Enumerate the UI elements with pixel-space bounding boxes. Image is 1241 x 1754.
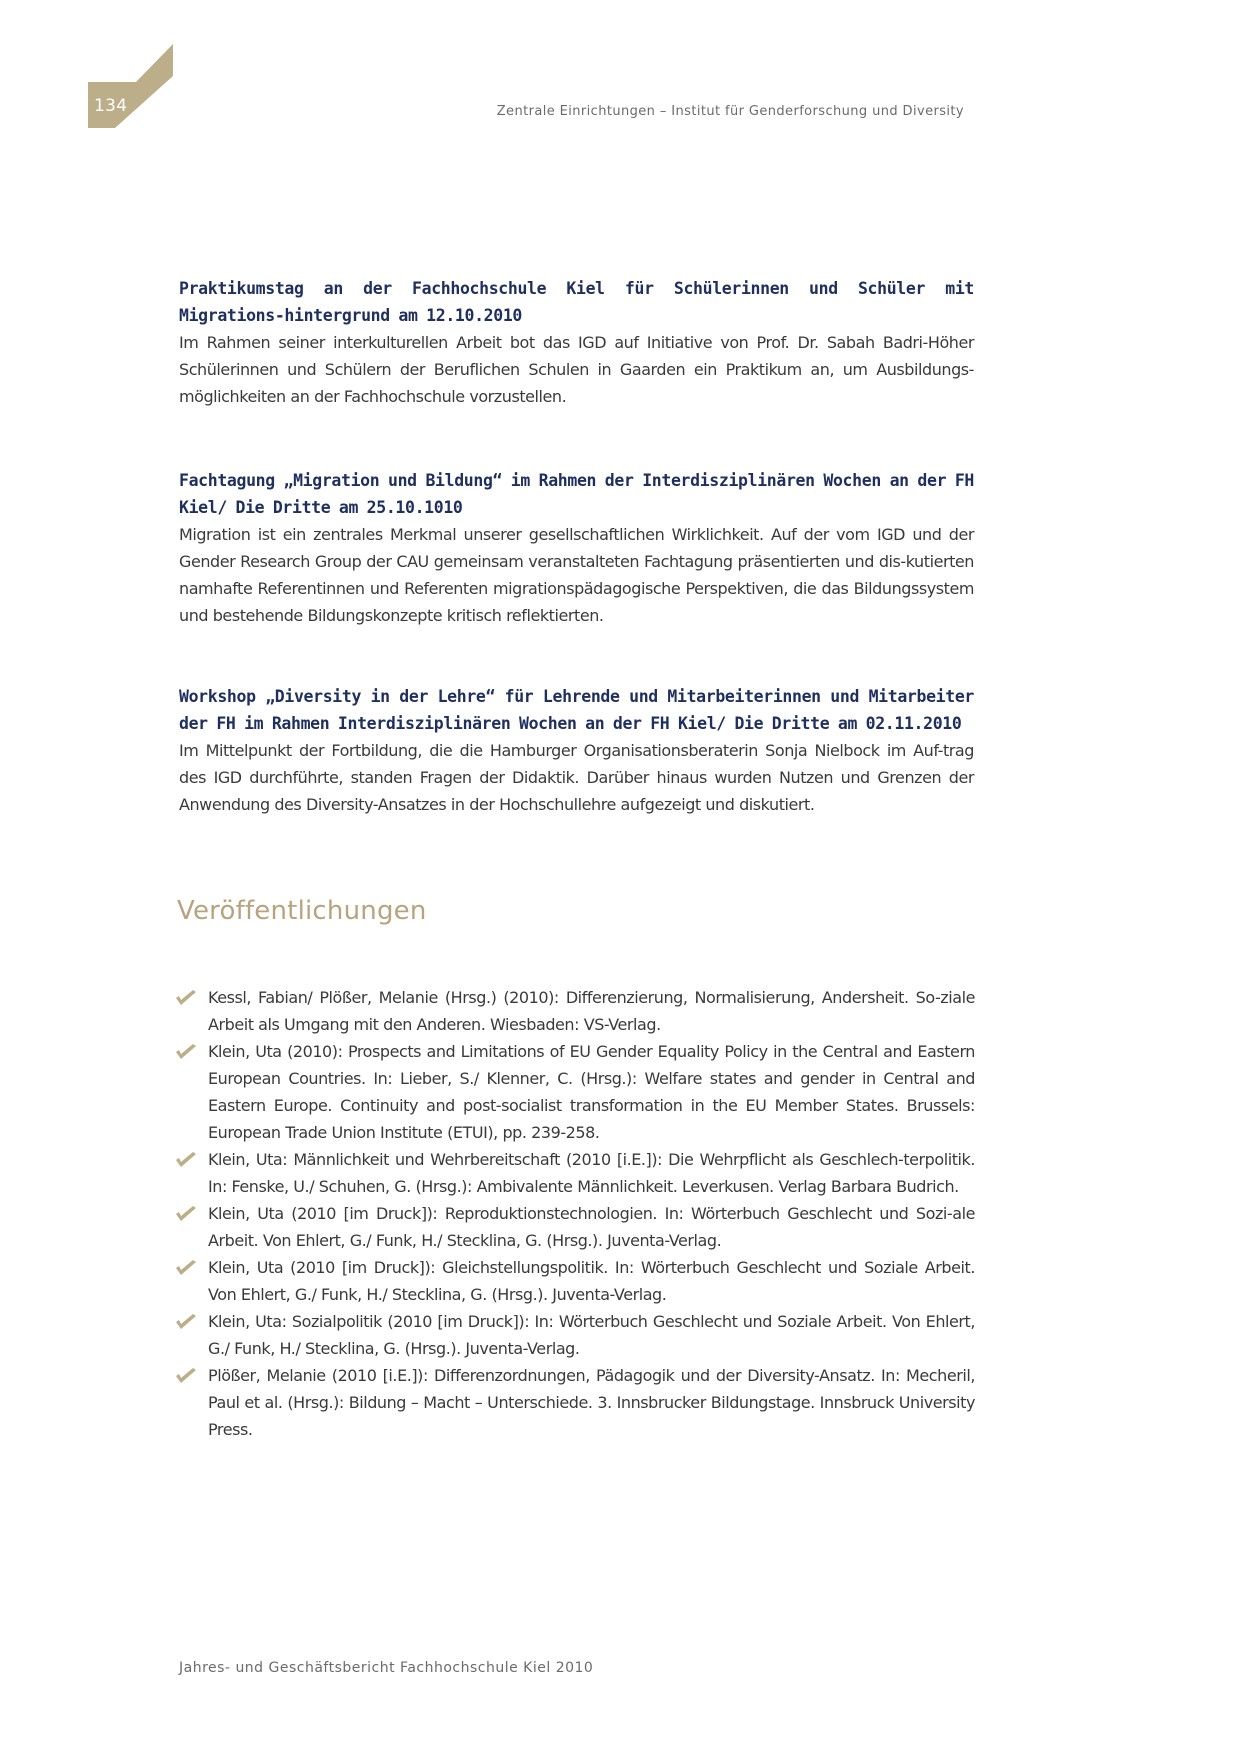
running-header: Zentrale Einrichtungen – Institut für Genderforschung und Diversity (496, 104, 964, 119)
publication-text: Klein, Uta: Männlichkeit und Wehrbereitschaft (2010 [i.E.]): Die Wehrpflicht als Geschlech-terpolitik. In: Fenske, U./ Schuhen, G. (Hrsg.): Ambivalente Männlichkeit. Leverkusen. Verlag Barbara Budrich. (208, 1150, 975, 1196)
publication-text: Klein, Uta (2010): Prospects and Limitations of EU Gender Equality Policy in the Central and Eastern European Countries. In: Lieber, S./ Klenner, C. (Hrsg.): Welfare states and gender in Central and Eastern Europe. Continuity and post-socialist transformation in the EU Member States. Brussels: European Trade Union Institute (ETUI), pp. 239-258. (208, 1042, 975, 1142)
publication-text: Plößer, Melanie (2010 [i.E.]): Differenzordnungen, Pädagogik und der Diversity-Ansatz. In: Mecheril, Paul et al. (Hrsg.): Bildung – Macht – Unterschiede. 3. Innsbrucker Bildungstage. Innsbruck University Press. (208, 1366, 975, 1439)
section-workshop (179, 683, 974, 818)
publication-text: Klein, Uta (2010 [im Druck]): Gleichstellungspolitik. In: Wörterbuch Geschlecht und Soziale Arbeit. Von Ehlert, G./ Funk, H./ Stecklina, G. (Hrsg.). Juventa-Verlag. (208, 1258, 975, 1304)
publication-text: Klein, Uta (2010 [im Druck]): Reproduktionstechnologien. In: Wörterbuch Geschlecht und Sozi-ale Arbeit. Von Ehlert, G./ Funk, H./ Stecklina, G. (Hrsg.). Juventa-Verlag. (208, 1204, 975, 1250)
section-title: Fachtagung „Migration und Bildung“ im Rahmen der Interdisziplinären Wochen an der FH Kiel/ Die Dritte am 25.10.1010 (179, 471, 974, 517)
page-footer: Jahres- und Geschäftsbericht Fachhochschule Kiel 2010 (179, 1660, 594, 1676)
section-praktikumstag (179, 275, 974, 410)
section-body: Migration ist ein zentrales Merkmal unserer gesellschaftlichen Wirklichkeit. Auf der vom IGD und der Gender Research Group der CAU gemeinsam veranstalteten Fachtagung präsentierten und dis-kutierten namhafte Referentinnen und Referenten migrationspädagogische Perspektiven, die das Bildungssystem und bestehende Bildungskonzepte kritisch reflektierten. (179, 525, 974, 625)
section-fachtagung (179, 467, 974, 629)
publication-text: Klein, Uta: Sozialpolitik (2010 [im Druck]): In: Wörterbuch Geschlecht und Soziale Arbeit. Von Ehlert, G./ Funk, H./ Stecklina, G. (Hrsg.). Juventa-Verlag. (208, 1312, 975, 1358)
checkmark-icon (175, 1205, 197, 1222)
publication-text: Kessl, Fabian/ Plößer, Melanie (Hrsg.) (2010): Differenzierung, Normalisierung, Andersheit. So-ziale Arbeit als Umgang mit den Anderen. Wiesbaden: VS-Verlag. (208, 988, 975, 1034)
publication-item (175, 1308, 975, 1362)
publications-heading: Veröffentlichungen (177, 896, 427, 926)
checkmark-icon (175, 1259, 197, 1276)
checkmark-icon (175, 1043, 197, 1060)
checkmark-icon (175, 1151, 197, 1168)
section-body: Im Mittelpunkt der Fortbildung, die die Hamburger Organisationsberaterin Sonja Nielbock im Auf-trag des IGD durchführte, standen Fragen der Didaktik. Darüber hinaus wurden Nutzen und Grenzen der Anwendung des Diversity-Ansatzes in der Hochschullehre aufgezeigt und diskutiert. (179, 741, 974, 814)
page-number: 134 (94, 96, 128, 116)
section-body: Im Rahmen seiner interkulturellen Arbeit bot das IGD auf Initiative von Prof. Dr. Sabah Badri-Höher Schülerinnen und Schülern der Beruflichen Schulen in Gaarden ein Praktikum an, um Ausbildungs-möglichkeiten an der Fachhochschule vorzustellen. (179, 333, 974, 406)
publication-item (175, 1038, 975, 1146)
publication-item (175, 984, 975, 1038)
publication-item (175, 1254, 975, 1308)
publication-item (175, 1200, 975, 1254)
section-title: Praktikumstag an der Fachhochschule Kiel für Schülerinnen und Schüler mit Migrations-hintergrund am 12.10.2010 (179, 279, 974, 325)
checkmark-icon (175, 1367, 197, 1384)
publications-list (175, 984, 975, 1443)
publication-item (175, 1362, 975, 1443)
checkmark-icon (175, 989, 197, 1006)
section-title: Workshop „Diversity in der Lehre“ für Lehrende und Mitarbeiterinnen und Mitarbeiter der FH im Rahmen Interdisziplinären Wochen an der FH Kiel/ Die Dritte am 02.11.2010 (179, 687, 974, 733)
checkmark-icon (175, 1313, 197, 1330)
publication-item (175, 1146, 975, 1200)
